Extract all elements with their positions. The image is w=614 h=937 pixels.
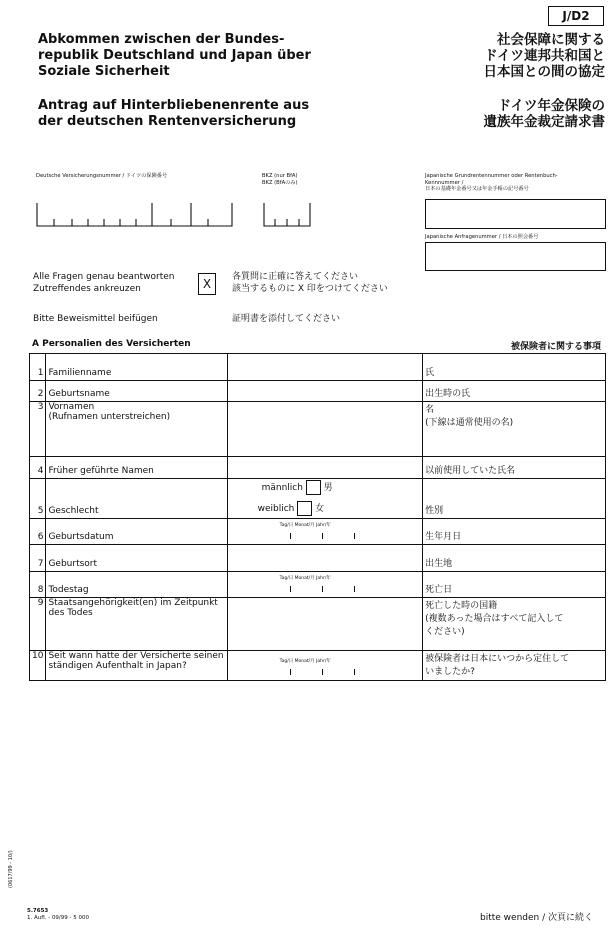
date-header: Tag/日 Monat/月 Jahr/年 [279,576,331,581]
row-10 [30,651,606,681]
footer-code: 5.7653 1. Aufl. - 09/99 - 5 000 [27,908,90,921]
section-title-jp: 被保険者に関する事項 [510,342,601,352]
beweis-de: Bitte Beweismittel beifügen [33,314,158,324]
row-5 [30,479,606,519]
row-label-jp: 生年月日 [423,519,606,545]
row-2 [30,381,606,402]
geburtsdatum-input[interactable] [227,519,423,545]
vornamen-input[interactable] [227,402,423,457]
row-label-de: Geschlecht [46,479,227,519]
bkz-field-ticks [263,203,311,227]
bitte-wenden: bitte wenden / 次頁に続く [480,913,593,923]
row-1 [30,354,606,381]
geburtsort-input[interactable] [227,545,423,572]
maennlich-checkbox[interactable] [306,480,321,495]
row-label-de: Geburtsname [46,381,227,402]
instructions-jp: 各質問に正確に答えてください 該当するものに X 印をつけてください [232,272,388,294]
row-label-de: Staatsangehörigkeit(en) im Zeitpunkt des Todes [46,598,227,651]
vsnr-field[interactable] [36,203,233,227]
subtitle-jp: ドイツ年金保険の 遺族年金裁定請求書 [483,98,605,130]
form-code: J/D2 [548,6,604,26]
frueher-namen-input[interactable] [227,457,423,479]
personal-data-table [29,353,606,681]
row-6 [30,519,606,545]
jap-anfrage-label: Japanische Anfragenummer / 日本の照会番号 [425,234,539,240]
row-number: 5 [30,479,46,519]
row-label-jp: 以前使用していた氏名 [423,457,606,479]
row-label-jp: 氏 [423,354,606,381]
title-de: Abkommen zwischen der Bundes- republik Deutschland und Japan über Soziale Sicherheit [38,32,311,79]
row-number: 10 [30,651,46,681]
title-jp: 社会保障に関する ドイツ連邦共和国と 日本国との間の協定 [483,32,605,80]
example-checkbox: X [198,273,216,295]
bkz-label: BKZ (nur BfA) BKZ (BfAのみ) [262,173,298,186]
row-number: 3 [30,402,46,457]
row-label-jp: 性別 [423,479,606,519]
row-label-de: Todestag [46,572,227,598]
row-8 [30,572,606,598]
aufenthalt-input[interactable] [227,651,423,681]
staatsangehoerigkeit-input[interactable] [227,598,423,651]
todestag-input[interactable] [227,572,423,598]
side-code: (0617/99 - 10/) [8,850,14,888]
row-label-jp: 名 (下線は通常使用の名) [423,402,606,457]
geschlecht-options: männlich 男 weiblich 女 [227,479,423,519]
row-label-de: Geburtsort [46,545,227,572]
jap-anfrage-field[interactable] [425,242,606,271]
row-3 [30,402,606,457]
row-number: 2 [30,381,46,402]
row-label-jp: 出生時の氏 [423,381,606,402]
row-7 [30,545,606,572]
row-number: 9 [30,598,46,651]
geburtsname-input[interactable] [227,381,423,402]
section-title-de: A Personalien des Versicherten [32,339,191,349]
row-9 [30,598,606,651]
row-number: 7 [30,545,46,572]
row-number: 1 [30,354,46,381]
row-label-de: Geburtsdatum [46,519,227,545]
beweis-jp: 証明書を添付してください [232,314,341,324]
date-header: Tag/日 Monat/月 Jahr/年 [279,659,331,664]
row-number: 4 [30,457,46,479]
row-4 [30,457,606,479]
weiblich-checkbox[interactable] [297,501,312,516]
row-label-jp: 死亡した時の国籍 (複数あった場合はすべて記入して ください) [423,598,606,651]
instructions-de: Alle Fragen genau beantworten Zutreffendes ankreuzen [33,272,175,294]
row-label-de: Vornamen (Rufnamen unterstreichen) [46,402,227,457]
vsnr-label: Deutsche Versicherungsnummer / ドイツの保険番号 [36,173,168,179]
row-label-de: Familienname [46,354,227,381]
row-label-de: Früher geführte Namen [46,457,227,479]
date-header: Tag/日 Monat/月 Jahr/年 [279,523,331,528]
row-label-jp: 死亡日 [423,572,606,598]
row-label-jp: 被保険者は日本にいつから定住して いましたか? [423,651,606,681]
familienname-input[interactable] [227,354,423,381]
subtitle-de: Antrag auf Hinterbliebenenrente aus der deutschen Rentenversicherung [38,98,310,129]
row-number: 6 [30,519,46,545]
row-number: 8 [30,572,46,598]
jap-grund-field[interactable] [425,199,606,229]
row-label-de: Seit wann hatte der Versicherte seinen ständigen Aufenthalt in Japan? [46,651,227,681]
bkz-field[interactable] [263,203,311,227]
jap-grund-label: Japanische Grundrentennummer oder Rentenbuch- Kennnummer / 日本の基礎年金番号又は年金手帳の記号番号 [425,173,558,192]
row-label-jp: 出生地 [423,545,606,572]
vsnr-field-ticks [36,203,233,227]
